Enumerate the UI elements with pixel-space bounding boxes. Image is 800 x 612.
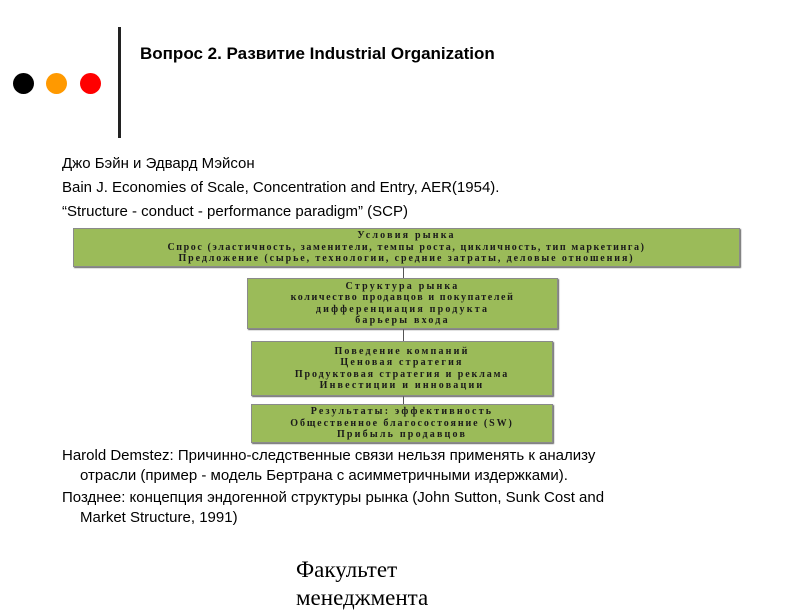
box-line: Условия рынка <box>357 230 456 242</box>
market-structure-box <box>247 278 558 329</box>
scp-line: “Structure - conduct - performance paradigm” (SCP) <box>62 203 408 220</box>
sutton-line: Позднее: концепция эндогенной структуры рынка (John Sutton, Sunk Cost and <box>62 489 605 506</box>
conduct-box <box>251 341 553 396</box>
connector <box>403 266 404 278</box>
demsetz-line: Harold Demstez: Причинно-следственные связи нельзя применять к анализу <box>62 447 596 464</box>
footer-line: менеджмента <box>296 585 429 610</box>
authors-line: Джо Бэйн и Эдвард Мэйсон <box>62 155 255 172</box>
slide-title: Вопрос 2. Развитие Industrial Organization <box>140 44 495 63</box>
footer <box>296 556 428 612</box>
box-line: Ценовая стратегия <box>340 357 464 368</box>
red-dot-icon <box>80 73 101 94</box>
box-line: количество продавцов и покупателей <box>290 292 515 303</box>
connector <box>403 395 404 404</box>
box-line: Инвестиции и инновации <box>319 380 485 391</box>
market-conditions-box <box>73 228 740 267</box>
box-line: Предложение (сырье, технологии, средние затраты, деловые отношения) <box>178 253 635 265</box>
box-line: дифференциация продукта <box>315 303 490 315</box>
connector <box>403 328 404 341</box>
black-dot-icon <box>13 73 34 94</box>
reference-line: Bain J. Economies of Scale, Concentration and Entry, AER(1954). <box>62 179 500 196</box>
divider <box>118 27 121 138</box>
box-line: Поведение компаний <box>334 345 470 357</box>
box-line: Общественное благосостояние (SW) <box>290 417 514 429</box>
box-line: Спрос (эластичность, заменители, темпы роста, цикличность, тип маркетинга) <box>167 241 646 253</box>
orange-dot-icon <box>46 73 67 94</box>
demsetz-line-cont: отрасли (пример - модель Бертрана с асимметричными издержками). <box>80 467 568 484</box>
box-line: Структура рынка <box>345 280 460 292</box>
performance-box <box>251 404 553 443</box>
footer-line: Факультет <box>296 557 398 582</box>
box-line: Прибыль продавцов <box>336 429 468 441</box>
box-line: Результаты: эффективность <box>310 406 494 418</box>
box-line: барьеры входа <box>355 315 450 326</box>
sutton-line-cont: Market Structure, 1991) <box>80 509 238 526</box>
box-line: Продуктовая стратегия и реклама <box>294 368 510 380</box>
